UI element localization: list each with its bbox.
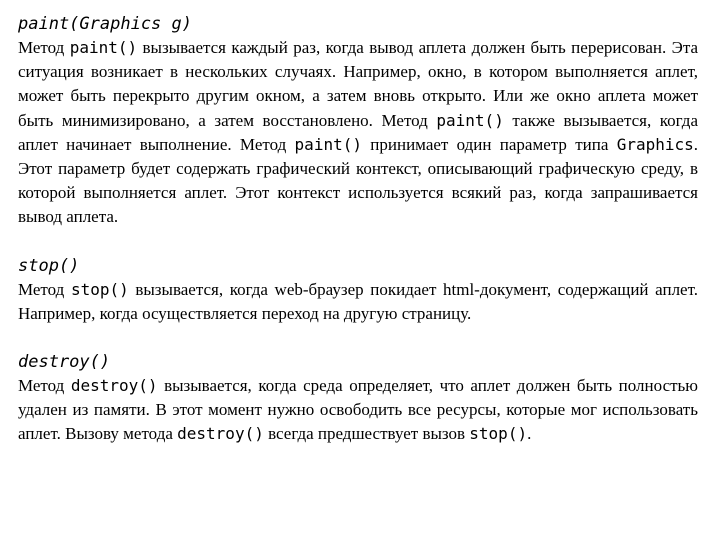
section-heading-paint: paint(Graphics g) (18, 14, 192, 34)
section-body-destroy (18, 374, 698, 447)
section-heading-stop: stop() (18, 255, 80, 276)
code-term: Graphics (616, 134, 694, 154)
text-run: вызывается, когда среда определяет, что аплет должен быть полностью удален из памяти. В этот момент нужно освободить все ресурсы, которые мог использовать аплет. Вызову метода (18, 376, 698, 444)
text-run: . (527, 424, 532, 444)
code-term: paint() (69, 38, 138, 57)
section-paint (18, 12, 698, 230)
text-run: Метод (18, 376, 71, 396)
code-term: paint() (294, 134, 362, 154)
code-term: stop() (469, 424, 528, 444)
text-run: вызывается каждый раз, когда вывод аплета должен быть перерисован. Эта ситуация возникает в нескольких случаях. Например, окно, в котором выполняется аплет, может быть перекрыто другим окном, а затем вновь открыто. Или же окно аплета может быть минимизировано, а затем восстановлено. Метод (18, 38, 698, 130)
text-run: Метод (18, 279, 71, 299)
section-gap (18, 326, 698, 350)
text-run: вызывается, когда web-браузер покидает html-документ, содержащий аплет. Например, когда осуществляется переход на другую страницу. (18, 279, 698, 323)
text-run: принимает один параметр типа (361, 134, 617, 154)
code-term: destroy() (70, 376, 158, 396)
code-term: stop() (70, 279, 129, 299)
text-run: Метод (18, 38, 70, 57)
section-body-paint (18, 36, 698, 230)
code-term: paint() (436, 110, 504, 130)
section-stop (18, 254, 698, 326)
text-run: всегда предшествует вызов (263, 424, 470, 444)
section-gap (18, 230, 698, 254)
section-destroy (18, 350, 698, 447)
text-run: . Этот параметр будет содержать графический контекст, описывающий графическую среду, в которой выполняется аплет. Этот контекст используется всякий раз, когда запрашивается вывод аплета. (18, 134, 698, 227)
text-run: также вызывается, когда аплет начинает выполнение. Метод (18, 110, 698, 154)
code-term: destroy() (177, 424, 264, 444)
section-heading-destroy: destroy() (18, 352, 111, 373)
section-body-stop (18, 278, 698, 326)
